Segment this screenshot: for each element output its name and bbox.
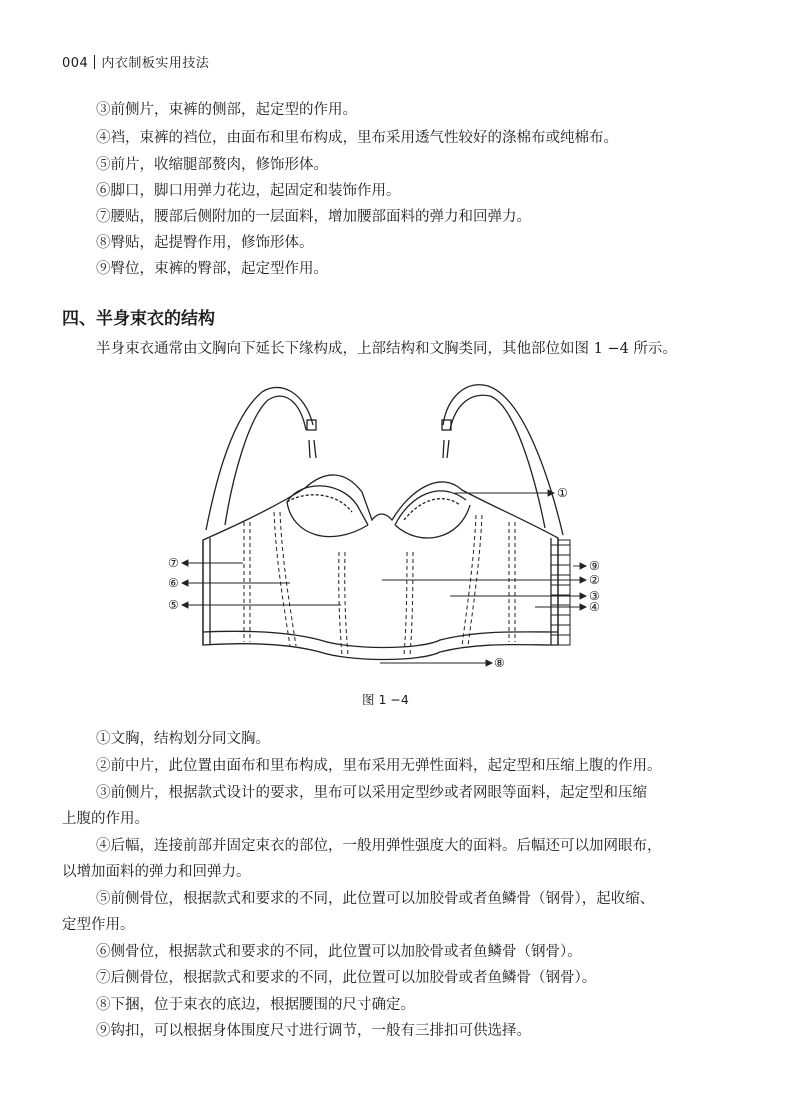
list-item: ⑥侧骨位，根据款式和要求的不同，此位置可以加胶骨或者鱼鳞骨（钢骨）。	[96, 944, 582, 960]
list-item: ⑧臀贴，起提臀作用，修饰形体。	[96, 235, 314, 251]
list-item: ⑦后侧骨位，根据款式和要求的不同，此位置可以加胶骨或者鱼鳞骨（钢骨）。	[96, 970, 597, 986]
seam-front-side-left	[339, 552, 342, 655]
list-item: ⑤前片，收缩腿部赘肉，修饰形体。	[96, 157, 328, 173]
back-band-left	[203, 538, 210, 645]
list-item: ③前侧片，束裤的侧部，起定型的作用。	[96, 102, 357, 118]
marker-5: ⑤	[168, 598, 179, 612]
list-item: ⑨臀位，束裤的臀部，起定型作用。	[96, 261, 328, 277]
list-item-continuation: 以增加面料的弹力和回弹力。	[62, 864, 251, 880]
marker-3: ③	[589, 589, 600, 603]
section-heading: 四、半身束衣的结构	[62, 309, 215, 329]
list-item: ②前中片，此位置由面布和里布构成，里布采用无弹性面料，起定型和压缩上腹的作用。	[96, 758, 662, 774]
page-number: 004	[62, 56, 89, 71]
list-item: ⑤前侧骨位，根据款式和要求的不同，此位置可以加胶骨或者鱼鳞骨（钢骨），起收缩、	[96, 891, 655, 907]
marker-4: ④	[589, 600, 600, 614]
list-item: ⑥脚口，脚口用弹力花边，起固定和装饰作用。	[96, 183, 401, 199]
seam-front-side-right	[410, 552, 413, 655]
marker-1: ①	[557, 486, 568, 500]
header-divider	[94, 55, 95, 69]
section-intro: 半身束衣通常由文胸向下延长下缘构成，上部结构和文胸类同，其他部位如图 1 −4 所示。	[96, 341, 677, 357]
left-strap-inner	[225, 396, 306, 525]
marker-7: ⑦	[168, 556, 179, 570]
list-item: ⑨钩扣，可以根据身体围度尺寸进行调节，一般有三排扣可供选择。	[96, 1023, 531, 1039]
list-item: ①文胸，结构划分同文胸。	[96, 731, 270, 747]
marker-6: ⑥	[168, 576, 179, 590]
right-cup-top	[395, 491, 466, 525]
bustier-diagram	[160, 378, 610, 678]
seam-side	[274, 512, 290, 646]
list-item-continuation: 定型作用。	[62, 917, 135, 933]
list-item: ⑦腰贴，腰部后侧附加的一层面料，增加腰部面料的弹力和回弹力。	[96, 209, 531, 225]
figure-caption: 图 1 −4	[362, 692, 409, 707]
left-strap-outer	[206, 387, 313, 530]
right-underwire	[395, 505, 470, 538]
marker-2: ②	[589, 573, 600, 587]
running-header	[62, 52, 209, 71]
marker-8: ⑧	[494, 656, 505, 670]
list-item: ③前侧片，根据款式设计的要求，里布可以采用定型纱或者网眼等面料，起定型和压缩	[96, 785, 647, 801]
marker-9: ⑨	[589, 559, 600, 573]
list-item: ④后幅，连接前部并固定束衣的部位，一般用弹性强度大的面料。后幅还可以加网眼布，	[96, 838, 662, 854]
list-item-continuation: 上腹的作用。	[62, 811, 149, 827]
book-title: 内衣制板实用技法	[101, 56, 210, 71]
list-item: ⑧下捆，位于束衣的底边，根据腰围的尺寸确定。	[96, 997, 415, 1013]
hook-eye-band	[551, 538, 558, 645]
left-underwire	[287, 502, 368, 537]
list-item: ④裆，束裤的裆位，由面布和里布构成，里布采用透气性较好的涤棉布或纯棉布。	[96, 130, 618, 146]
